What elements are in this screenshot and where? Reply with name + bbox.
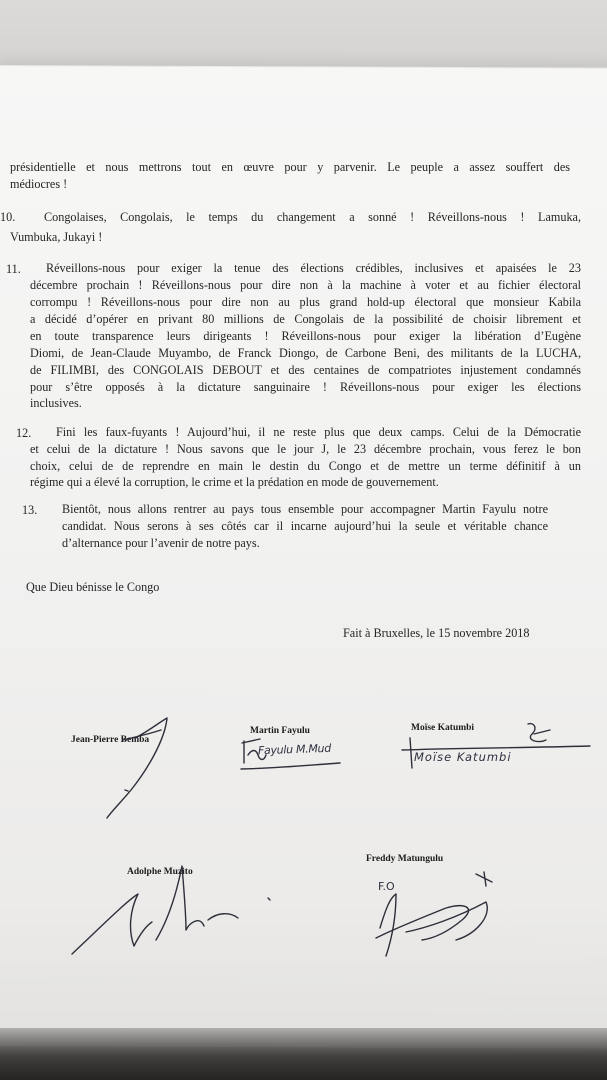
item-line: d’alternance pour l’avenir de notre pays. — [62, 536, 260, 550]
item-line: Congolaises, Congolais, le temps du changement a sonné ! Réveillons-nous ! Lamuka, — [44, 210, 581, 224]
item-line: régime qui a élevé la corruption, le crime et la prédation en mode de gouvernement. — [30, 475, 439, 489]
item-line: pour s’être opposés à la dictature sanguinaire ! Réveillons-nous pour exiger les élections — [30, 380, 581, 394]
item-line: Diomi, de Jean-Claude Muyambo, de Franck Diongo, de Carbone Beni, des militants de la LUCHA, — [30, 346, 581, 360]
intro-line: présidentielle et nous mettrons tout en œuvre pour y parvenir. Le peuple a assez souffert des — [10, 160, 570, 174]
intro-line: médiocres ! — [10, 177, 68, 191]
matungulu-initials: F.O — [378, 880, 395, 893]
bemba-signature — [95, 710, 185, 820]
item-line: a décidé d’opérer en privant 80 millions de Congolais de la possibilité de choisir librement et — [30, 312, 581, 326]
item-line: Réveillons-nous pour exiger la tenue des élections crédibles, inclusives et apaisées le 23 — [46, 261, 581, 275]
item-line: corrompu ! Réveillons-nous pour dire non au plus grand hold-up électoral que monsieur Kabila — [30, 295, 581, 309]
item-line: en toute transparence leurs dirigeants ! Réveillons-nous pour exiger la libération d’Eugène — [30, 329, 581, 343]
signatory-name: Adolphe Muzito — [127, 867, 193, 877]
muzito-signature — [68, 860, 288, 960]
katumbi-signature — [398, 718, 598, 778]
item-line: Bientôt, nous allons rentrer au pays tous ensemble pour accompagner Martin Fayulu notre — [62, 502, 548, 516]
item-line: de FILIMBI, des CONGOLAIS DEBOUT et des centaines de compatriotes injustement condamnés — [30, 363, 581, 377]
signatory-name: Moïse Katumbi — [411, 723, 475, 733]
item-number: 10. — [0, 210, 16, 224]
signatory-name: Martin Fayulu — [250, 726, 310, 736]
item-line: choix, celui de de reprendre en main le destin du Congo et de mettre un terme définitif à un — [30, 459, 581, 473]
closing-blessing: Que Dieu bénisse le Congo — [26, 580, 160, 594]
fayulu-handwriting: Fayulu M.Mud — [257, 741, 332, 758]
item-line: Vumbuka, Jukayi ! — [10, 230, 103, 244]
signatory-name: Jean-Pierre Bemba — [71, 735, 150, 745]
katumbi-handwriting: Moïse Katumbi — [414, 750, 512, 764]
item-number: 12. — [16, 426, 32, 440]
place-and-date: Fait à Bruxelles, le 15 novembre 2018 — [343, 626, 530, 640]
item-line: décembre prochain ! Réveillons-nous pour dire non à la machine à voter et au fichier électoral — [30, 278, 581, 292]
item-line: inclusives. — [30, 396, 82, 410]
item-line: Fini les faux-fuyants ! Aujourd’hui, il ne reste plus que deux camps. Celui de la Démocratie — [56, 425, 581, 439]
item-line: et celui de la dictature ! Nous savons que le jour J, le 23 décembre prochain, vous ferez le bon — [30, 442, 581, 456]
item-number: 13. — [22, 503, 38, 517]
item-line: candidat. Nous serons à ses côtés car il incarne aujourd’hui la seule et véritable chance — [62, 519, 548, 533]
item-number: 11. — [6, 262, 21, 276]
signatory-name: Freddy Matungulu — [366, 854, 444, 864]
